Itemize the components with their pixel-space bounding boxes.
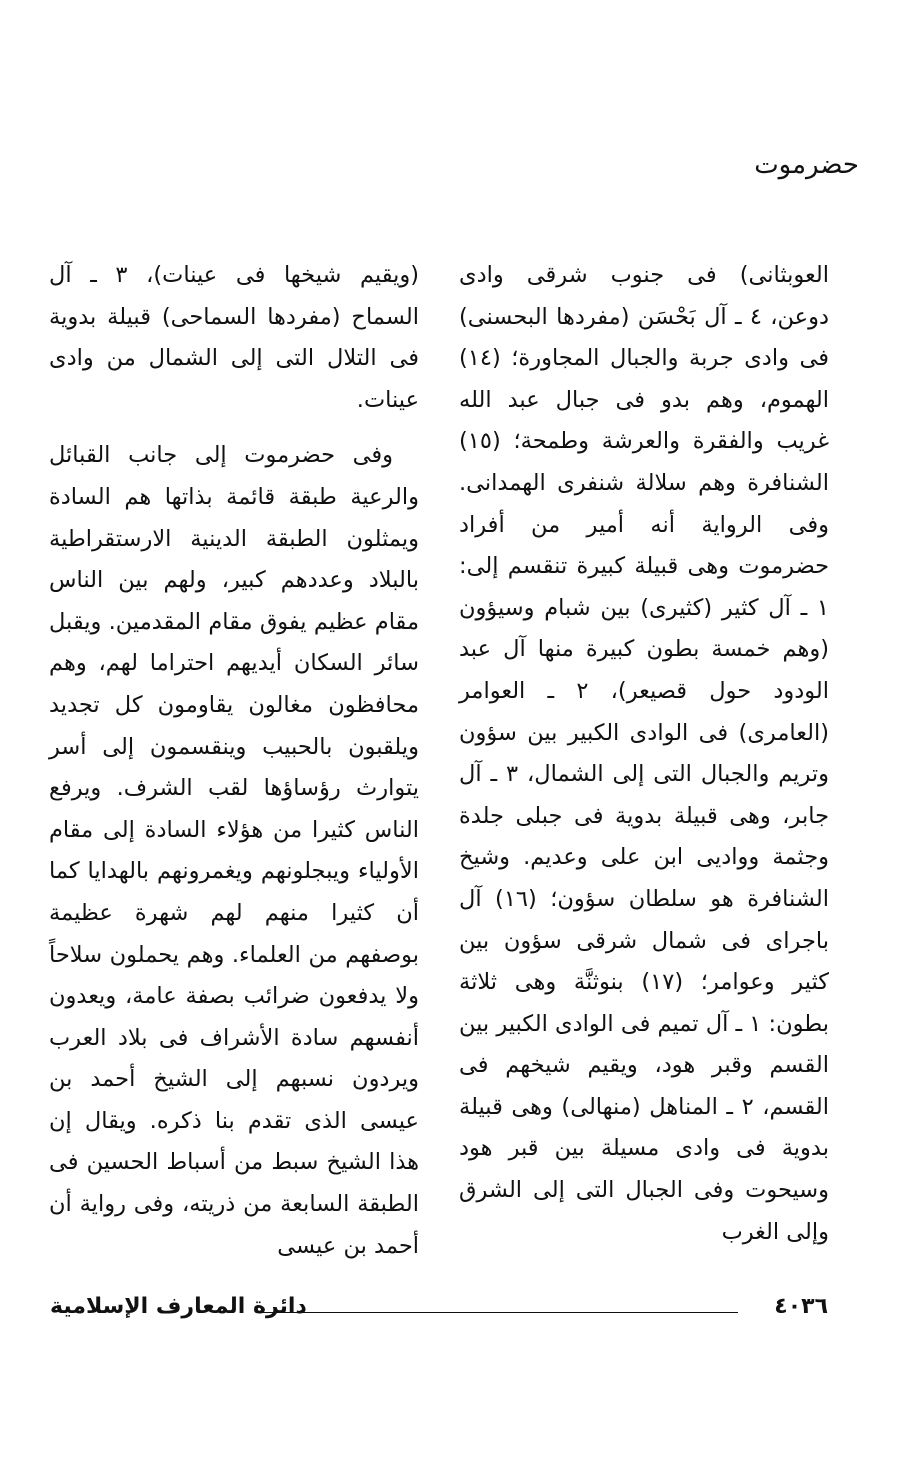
- footer-journal-title: دائرة المعارف الإسلامية: [50, 1294, 307, 1319]
- paragraph: العوبثانى) فى جنوب شرقى وادى دوعن، ٤ ـ آل بَحْسَن (مفردها البحسنى) فى وادى جربة والجبال المجاورة؛ (١٤) الهموم، وهم بدو فى جبال عبد الله غريب والفقرة والعرشة وطمحة؛ (١٥) الشنافرة وهم سلالة شنفرى الهمدانى. وفى الرواية أنه أمير من أفراد حضرموت وهى قبيلة كبيرة تنقسم إلى: ١ ـ آل كثير (كثيرى) بين شبام وسيؤون (وهم خمسة بطون كبيرة منها آل عبد الودود حول قصيعر)، ٢ ـ العوامر (العامرى) فى الوادى الكبير بين سؤون وتريم والجبال التى إلى الشمال، ٣ ـ آل جابر، وهى قبيلة بدوية فى جبلى جلدة وجثمة وواديى ابن على وعديم. وشيخ الشنافرة هو سلطان سؤون؛ (١٦) آل باجراى فى شمال شرقى سؤون بين كثير وعوامر؛ (١٧) بنوثنَّة وهى ثلاثة بطون: ١ ـ آل تميم فى الوادى الكبير بين القسم وقبر هود، ويقيم شيخهم فى القسم، ٢ ـ المناهل (منهالى) وهى قبيلة بدوية فى وادى مسيلة بين قبر هود وسيحوت وفى الجبال التى إلى الشرق وإلى الغرب: [459, 262, 829, 1245]
- text-column-left: [49, 255, 419, 1267]
- text-column-right: [459, 255, 829, 1253]
- footer-rule: [262, 1312, 738, 1313]
- paragraph: (ويقيم شيخها فى عينات)، ٣ ـ آل السماح (مفردها السماحى) قبيلة بدوية فى التلال التى إلى الشمال من وادى عينات.: [49, 262, 419, 413]
- paragraph: وفى حضرموت إلى جانب القبائل والرعية طبقة قائمة بذاتها هم السادة ويمثلون الطبقة الدينية الارستقراطية بالبلاد وعددهم كبير، ولهم بين الناس مقام عظيم يفوق مقام المقدمين. ويقبل سائر السكان أيديهم احتراما لهم، وهم محافظون مغالون يقاومون كل تجديد ويلقبون بالحبيب وينقسمون إلى أسر يتوارث رؤساؤها لقب الشرف. ويرفع الناس كثيرا من هؤلاء السادة إلى مقام الأولياء ويبجلونهم ويغمرونهم بالهدايا كما أن كثيرا منهم لهم شهرة عظيمة بوصفهم من العلماء. وهم يحملون سلاحاً ولا يدفعون ضرائب بصفة عامة، ويعدون أنفسهم سادة الأشراف فى بلاد العرب ويردون نسبهم إلى الشيخ أحمد بن عيسى الذى تقدم بنا ذكره. ويقال إن هذا الشيخ سبط من أسباط الحسين فى الطبقة السابعة من ذريته، وفى رواية أن أحمد بن عيسى: [49, 442, 419, 1259]
- running-head-title: حضرموت: [754, 150, 859, 180]
- page-footer: [50, 1294, 828, 1328]
- page-number: ٤٠٣٦: [774, 1294, 828, 1319]
